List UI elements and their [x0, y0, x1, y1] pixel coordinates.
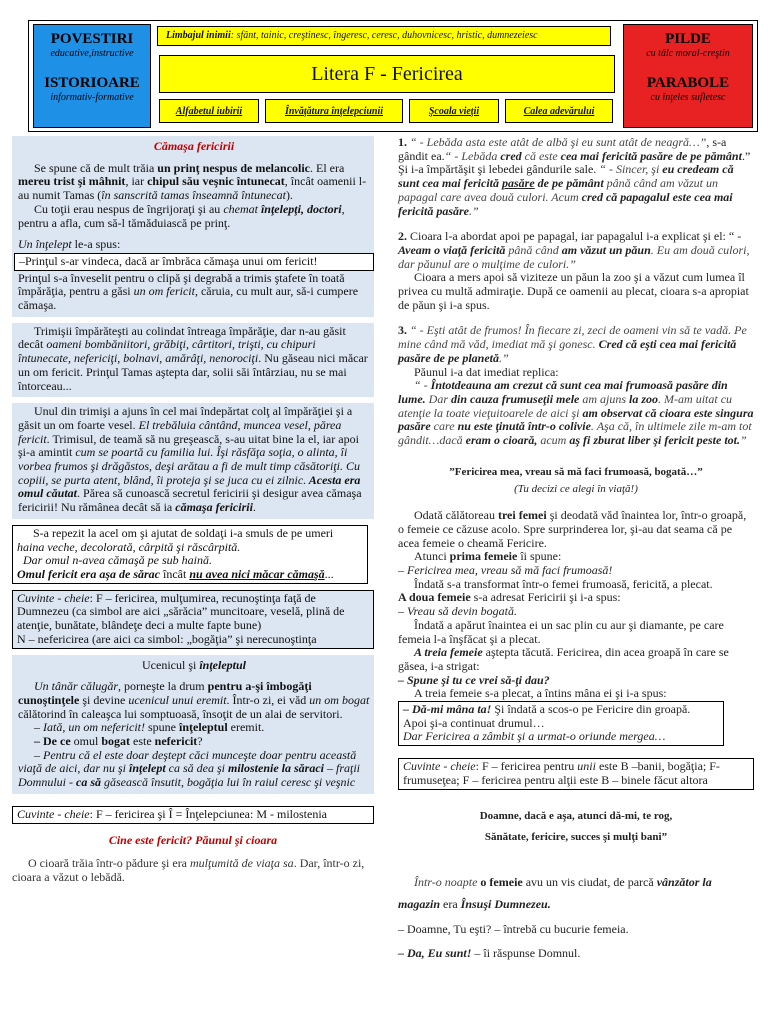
paragraph: – Fericirea mea, vreau să mă faci frumoasă!	[398, 562, 613, 577]
story-title-camasa: Cămaşa fericirii	[153, 139, 235, 153]
nav-alfabetul[interactable]: Alfabetul iubirii	[159, 99, 259, 123]
paragraph: Un înţelept le-a spus:	[18, 237, 121, 252]
paragraph: Unul din trimişi a ajuns în cel mai îndepărtat colţ al împărăţiei şi a găsit un om foarte vesel. El trebăluia cântând, muncea vesel, părea fericit. Trimisul, de teamă să nu greşească, s-au uitat bine la el, iar apoi şi-a amintit cum se poartă cu familia lui. Îşi răsfăţa soţia, o alinta, îi vorbea frumos şi drăgăstos, deşi arătau a fi de mult timp căsătoriţi. Cu copiii, se purta atent, blând, îi proteja şi se juca cu ei zilnic. Acesta era omul căutat. Părea să cunoască secretul fericirii şi desigur avea cămaşa fericirii! Nu rămânea decât să ia cămaşa fericirii.	[18, 404, 362, 515]
istorioare-title: ISTORIOARE	[44, 75, 140, 91]
povestiri-title: POVESTIRI	[50, 31, 134, 47]
keywords-box-1: Cuvinte - cheie: F – fericirea, mulţumirea, recunoştinţa faţă de Dumnezeu (ca simbol are aici „sărăcia” muncitoare, veselă, plină de atenţie, bunătate, blândeţe deci a multe fapte bune) N – nefericirea (are aici ca simbol: „bogăţia” şi nerecunoştinţa	[12, 590, 374, 649]
main-title-banner	[159, 55, 615, 93]
pilde-panel[interactable]	[623, 24, 753, 128]
paragraph: – Pentru că el este doar deştept căci munceşte doar pentru această viaţă de aici, dar nu şi înţelept ca să dea şi milostenie la săraci – fraţii Domnului - ca să găsească însutit, bogăţia lui în raiul ceresc şi veşnic	[18, 747, 361, 790]
prayer-line-2: Sănătate, fericire, succes şi mulţi bani”	[484, 831, 668, 844]
paragraph: – Iată, un om nefericit! spune înţeleptul eremit.	[34, 720, 265, 735]
nav-scoala[interactable]: Şcoala vieţii	[409, 99, 499, 123]
quote-subtitle: (Tu decizi ce alegi în viaţă!)	[514, 483, 638, 496]
paragraph: Trimişii împărăteşti au colindat întreaga împărăţie, dar n-au găsit decât oameni bombăniitori, grăbiţi, cârtitori, trişti, cu chipuri întunecate, nefericiţi, bolnavi, amărâţi, nenorociţi. Nu găseau nici măcar un om fericit. Prinţul Tamas aştepta dar, solii săi întârziau, nu se mai întorceau...	[18, 323, 368, 393]
paragraph: Îndată s-a transformat într-o femei frumoasă, fericită, a plecat.	[414, 576, 713, 591]
paragraph: – Da, Eu sunt! – îi răspunse Domnul.	[398, 945, 581, 960]
paragraph: Un tânăr călugăr, porneşte la drum pentru a-şi îmbogăţi cunoştinţele şi devine ucenicul unui eremit. Într-o zi, ei văd un om bogat călătorind în caleaşca lui somptuoasă, însoţit de un alai de servitori.	[18, 679, 370, 721]
tagline-label: Limbajul inimii	[166, 30, 231, 41]
parabole-subtitle: cu înţeles sufletesc	[650, 92, 726, 103]
paragraph: Atunci prima femeie îi spune:	[414, 549, 562, 564]
nav-invatatura[interactable]: Învăţătura înţelepciunii	[265, 99, 403, 123]
parabole-title: PARABOLE	[646, 75, 730, 91]
paragraph: Odată călătoreau trei femei şi deodată văd înaintea lor, într-o groapă, o femeie ce căzuse acolo. Spre surprinderea lor, şi-au dat seama că pe acea femeie o cheamă Fericire.	[398, 508, 747, 550]
paragraph: Cu toţii erau nespus de îngrijoraţi şi au chemat înţelepţi, doctori, pentru a afla, cum să-l tămăduiască pe prinţ.	[18, 201, 345, 230]
prayer-line-1: Doamne, dacă e aşa, atunci dă-mi, te rog,	[479, 809, 673, 822]
paragraph: – Doamne, Tu eşti? – întrebă cu bucurie femeia.	[398, 921, 629, 936]
right-column	[398, 136, 754, 960]
story-camasa-block-2	[12, 323, 374, 398]
left-column	[12, 136, 374, 885]
quote-box-vindecare: –Prinţul s-ar vindeca, dacă ar îmbrăca cămaşa unui om fericit!	[14, 253, 374, 271]
paragraph: O cioară trăia într-o pădure şi era mulţumită de viaţa sa. Dar, într-o zi, cioara a văzut o lebădă.	[12, 856, 365, 884]
paragraph: Păunul i-a dat imediat replica:	[414, 364, 559, 379]
page-title: Litera F - Fericirea	[311, 62, 463, 85]
paragraph: 3. “ - Eşti atât de frumos! În fiecare zi, zeci de oameni vin să te vadă. Pe mine când mă văd, imediat mă şi gonesc. Cred că eşti cea mai fericită pasăre de pe planetă.”	[398, 323, 747, 365]
story-ucenicul-block	[12, 655, 374, 794]
paragraph: Într-o noapte o femeie avu un vis ciudat, de parcă vânzător la magazin era Însuşi Dumnezeu.	[398, 874, 712, 911]
paragraph: Îndată a apărut înaintea ei un sac plin cu aur şi diamante, pe care femeia l-a înşfăcat şi a plecat.	[398, 617, 724, 646]
paragraph: A treia femeie s-a plecat, a întins mâna ei şi i-a spus:	[414, 686, 667, 701]
keywords-box-2: Cuvinte - cheie: F – fericirea şi Î = Înţelepciunea: M - milostenia	[12, 806, 374, 824]
tagline-text: : sfânt, tainic, creştinesc, îngeresc, ceresc, duhovnicesc, hristic, dumnezeiesc	[230, 30, 538, 41]
story-title-paunul: Cine este fericit? Păunul şi cioara	[108, 832, 278, 847]
paragraph: – Spune şi tu ce vrei să-ţi dau?	[398, 672, 550, 687]
quote-title-fericirea: ”Fericirea mea, vreau să mă faci frumoasă, bogată…”	[449, 465, 703, 478]
pilde-subtitle: cu tâlc moral-creştin	[646, 48, 730, 59]
paragraph: A doua femeie s-a adresat Fericirii şi i-a spus:	[398, 590, 621, 605]
header-frame	[28, 20, 758, 132]
povestiri-panel[interactable]	[33, 24, 151, 128]
pilde-title: PILDE	[665, 31, 711, 47]
paragraph: “ - Întotdeauna am crezut că sunt cea mai frumoasă pasăre din lume. Dar din cauza frumuseţii mele am ajuns la zoo. M-am uitat cu atenţie la toate vieţuitoarele de aici şi am observat că cioara este singura pasăre care nu este ţinută într-o colivie. Aşa că, în ultimele zile m-am tot gândit…dacă eram o cioară, acum aş fi zburat liber şi fericit peste tot.”	[398, 378, 754, 448]
nav-calea[interactable]: Calea adevărului	[505, 99, 613, 123]
story-title-ucenicul: Ucenicul şi înţeleptul	[142, 657, 246, 672]
paragraph: 1. “ - Lebăda asta este atât de albă şi eu sunt atât de neagră…”, s-a gândit ea.“ - Lebăda cred că este cea mai fericită pasăre de pe pământ.” Şi i-a împărtăşit şi lebedei gândurile sale. “ - Sincer, şi eu credeam că sunt cea mai fericită pasăre de pe pământ până când am văzut un papagal care avea două culori. Acum cred că papagalul este cea mai fericită pasăre.”	[398, 135, 751, 218]
tagline-bar	[157, 26, 611, 46]
paragraph: Cioara a mers apoi să viziteze un păun la zoo şi a văzut cum lumea îl privea cu multă admiraţie. După ce oamenii au plecat, cioara s-a apropiat de păun şi i-a spus.	[398, 270, 749, 312]
story-camasa-block-3	[12, 403, 374, 519]
paragraph: – De ce omul bogat este nefericit?	[34, 734, 203, 749]
keywords-box-3: Cuvinte - cheie: F – fericirea pentru unii este B –banii, bogăţia; F- frumuseţea; F – fericirea pentru alţii este B – binele făcut altora	[398, 758, 754, 789]
povestiri-subtitle: educative,instructive	[50, 48, 134, 59]
paragraph: A treia femeie aştepta tăcută. Fericirea, din acea groapă în care se găsea, i-a strigat:	[398, 645, 729, 673]
paragraph: Prinţul s-a înveselit pentru o clipă şi degrabă a trimis ştafete în toată împărăţia, pentru a găsi un om fericit, căruia, cu mult aur, să-i cumpere cămaşa.	[18, 270, 359, 313]
quote-box-mana: – Dă-mi mâna ta! Şi îndată a scos-o pe Fericire din groapă. Apoi şi-a continuat drumul… Dar Fericirea a zâmbit şi a urmat-o oriunde mergea…	[398, 701, 724, 746]
istorioare-subtitle: informativ-formative	[50, 92, 134, 103]
paragraph: 2. Cioara l-a abordat apoi pe papagal, iar papagalul i-a explicat şi el: “ - Aveam o viaţă fericită până când am văzut un păun. Eu am două culori, dar păunul are o mulţime de culori.”	[398, 229, 750, 271]
quote-box-sarac: S-a repezit la acel om şi ajutat de soldaţi i-a smuls de pe umeri haina veche, decolorată, cârpită şi răscârpită. Dar omul n-avea cămaşă pe sub haină. Omul fericit era aşa de sărac încât nu avea nici măcar cămaşă...	[12, 525, 368, 584]
paragraph: Se spune că de mult trăia un prinţ nespus de melancolic. El era mereu trist şi mâhnit, iar chipul său veşnic întunecat, încât oamenii l-au numit Tamas (în sanscrită tamas înseamnă întunecat).	[18, 160, 367, 203]
paragraph: – Vreau să devin bogată.	[398, 604, 517, 619]
story-camasa-block	[12, 136, 374, 317]
